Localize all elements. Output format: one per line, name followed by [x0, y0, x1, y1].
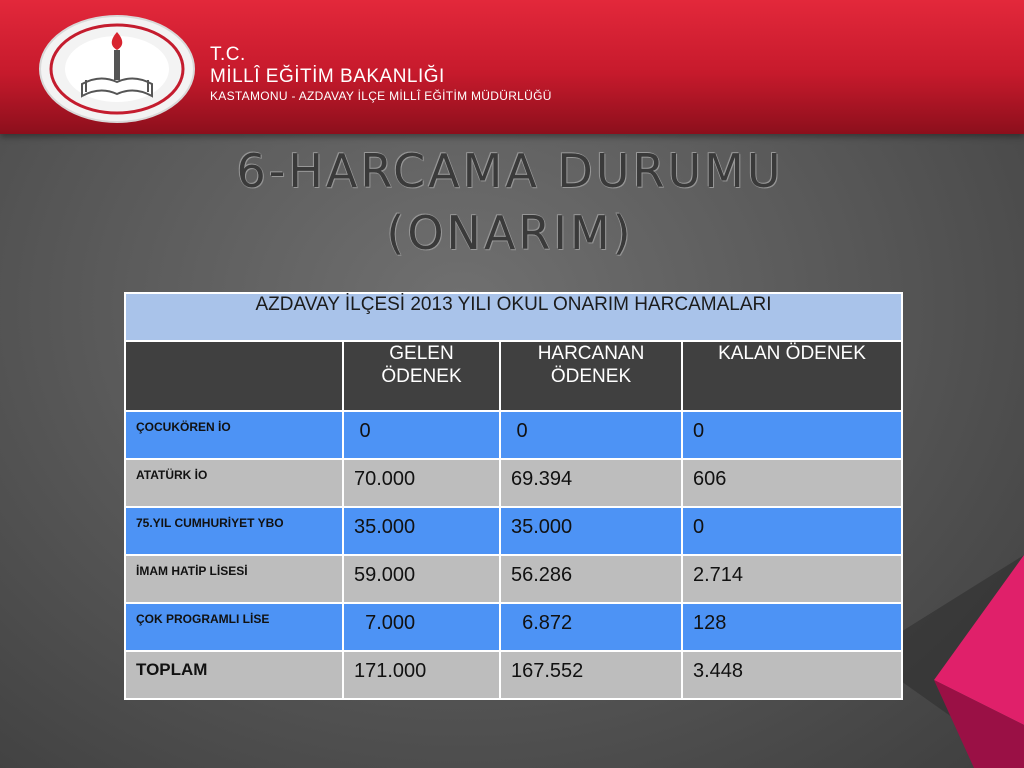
table-row	[125, 507, 902, 555]
row-kalan: 0	[682, 507, 902, 555]
table-caption: AZDAVAY İLÇESİ 2013 YILI OKUL ONARIM HARCAMALARI	[125, 293, 902, 341]
row-name-total: TOPLAM	[125, 651, 343, 699]
row-name: ÇOCUKÖREN İO	[125, 411, 343, 459]
header-ministry: MİLLÎ EĞİTİM BAKANLIĞI	[210, 66, 445, 87]
ministry-logo-icon	[38, 14, 196, 124]
table-row	[125, 603, 902, 651]
table-caption-row	[125, 293, 902, 341]
table-row	[125, 411, 902, 459]
row-harcanan: 6.872	[500, 603, 682, 651]
table-row	[125, 555, 902, 603]
header-directorate: KASTAMONU - AZDAVAY İLÇE MİLLÎ EĞİTİM MÜDÜRLÜĞÜ	[210, 89, 552, 103]
row-name: İMAM HATİP LİSESİ	[125, 555, 343, 603]
row-kalan-total: 3.448	[682, 651, 902, 699]
row-name: ATATÜRK İO	[125, 459, 343, 507]
row-gelen: 70.000	[343, 459, 500, 507]
slide-title-line2: (ONARIM)	[386, 206, 634, 260]
row-name: 75.YIL CUMHURİYET YBO	[125, 507, 343, 555]
header-cell-empty	[125, 341, 343, 411]
row-harcanan: 35.000	[500, 507, 682, 555]
row-harcanan: 69.394	[500, 459, 682, 507]
row-kalan: 0	[682, 411, 902, 459]
row-gelen-total: 171.000	[343, 651, 500, 699]
slide-title	[120, 140, 900, 264]
row-gelen: 0	[343, 411, 500, 459]
row-gelen: 59.000	[343, 555, 500, 603]
table-header-row	[125, 341, 902, 411]
header-cell-gelen: GELEN ÖDENEK	[343, 341, 500, 411]
row-kalan: 606	[682, 459, 902, 507]
row-name: ÇOK PROGRAMLI LİSE	[125, 603, 343, 651]
expense-table	[124, 292, 903, 700]
row-harcanan: 0	[500, 411, 682, 459]
header-banner	[0, 0, 1024, 134]
header-text-block	[210, 44, 552, 104]
header-tc: T.C.	[210, 44, 246, 65]
row-kalan: 2.714	[682, 555, 902, 603]
header-cell-harcanan: HARCANAN ÖDENEK	[500, 341, 682, 411]
header-cell-kalan: KALAN ÖDENEK	[682, 341, 902, 411]
table-row	[125, 459, 902, 507]
row-harcanan-total: 167.552	[500, 651, 682, 699]
slide-title-line1: 6-HARCAMA DURUMU	[236, 144, 784, 198]
row-gelen: 7.000	[343, 603, 500, 651]
table-row-total	[125, 651, 902, 699]
row-kalan: 128	[682, 603, 902, 651]
row-harcanan: 56.286	[500, 555, 682, 603]
row-gelen: 35.000	[343, 507, 500, 555]
